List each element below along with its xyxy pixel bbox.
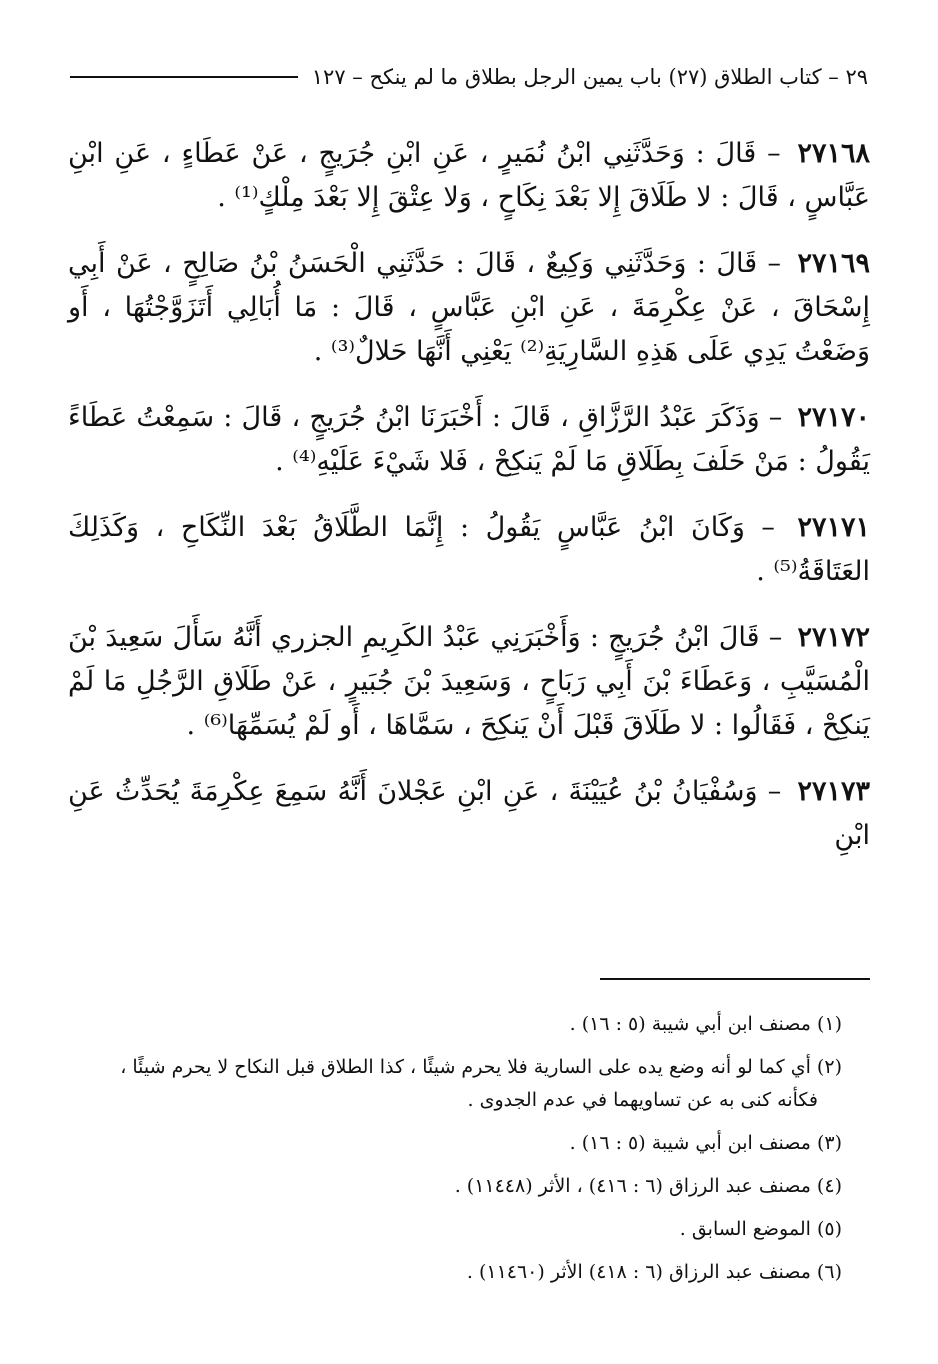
footnotes bbox=[90, 1008, 842, 1299]
hadith-number: ٢٧١٦٨ bbox=[797, 138, 870, 169]
hadith-number: ٢٧١٧٠ bbox=[797, 402, 870, 433]
footnote-3: (٣) مصنف ابن أبي شيبة (٥ : ١٦) . bbox=[569, 1132, 842, 1154]
footnote-2: (٢) أي كما لو أنه وضع يده على السارية فلا يحرم شيئًا ، كذا الطلاق قبل النكاح لا يحرم شيئًا ، bbox=[120, 1056, 842, 1078]
header-text: ٢٩ – كتاب الطلاق (٢٧) باب يمين الرجل بطلاق ما لم ينكح – ١٢٧ bbox=[311, 65, 868, 89]
hadith-number: ٢٧١٦٩ bbox=[797, 248, 870, 279]
hadith-paragraph bbox=[68, 770, 870, 858]
main-text bbox=[68, 132, 870, 858]
hadith-text: – وَكَانَ ابْنُ عَبَّاسٍ يَقُولُ : إِنَّمَا الطَّلَاقُ بَعْدَ النِّكَاحِ ، وَكَذَلِكَ العَتَاقَةُ⁽⁵⁾ . bbox=[68, 512, 870, 587]
hadith-paragraph bbox=[68, 132, 870, 220]
hadith-number: ٢٧١٧١ bbox=[797, 512, 870, 543]
footnote-6: (٦) مصنف عبد الرزاق (٦ : ٤١٨) الأثر (١١٤٦٠) . bbox=[466, 1261, 842, 1283]
hadith-paragraph bbox=[68, 616, 870, 748]
footnote-2-continued: فكأنه كنى به عن تساويهما في عدم الجدوى . bbox=[467, 1089, 818, 1111]
hadith-text: – قَالَ ابْنُ جُرَيجٍ : وَأَخْبَرَنِي عَبْدُ الكَرِيمِ الجزري أَنَّهُ سَأَلَ سَعِيدَ بْنَ الْمُسَيَّبِ ، وَعَطَاءَ بْنَ أَبِي رَبَاحٍ ، وَسَعِيدَ بْنَ جُبَيرٍ ، عَنْ طَلَاقِ الرَّجُلِ مَا لَمْ يَنكِحْ ، فَقَالُوا : لا طَلَاقَ قَبْلَ أَنْ يَنكِحَ ، سَمَّاهَا ، أَو لَمْ يُسَمِّهَا⁽⁶⁾ . bbox=[68, 622, 870, 741]
hadith-text: – قَالَ : وَحَدَّثَنِي ابْنُ نُمَيرٍ ، عَنِ ابْنِ جُرَيجٍ ، عَنْ عَطَاءٍ ، عَنِ ابْنِ عَبَّاسٍ ، قَالَ : لا طَلَاقَ إِلا بَعْدَ نِكَاحٍ ، وَلا عِتْقَ إِلا بَعْدَ مِلْكٍ⁽¹⁾ . bbox=[68, 138, 870, 213]
hadith-paragraph bbox=[68, 506, 870, 594]
hadith-paragraph bbox=[68, 242, 870, 374]
footnote-4: (٤) مصنف عبد الرزاق (٦ : ٤١٦) ، الأثر (١١٤٤٨) . bbox=[454, 1175, 842, 1197]
hadith-text: – وَسُفْيَانُ بْنُ عُيَيْنَةَ ، عَنِ ابْنِ عَجْلانَ أَنَّهُ سَمِعَ عِكْرِمَةَ يُحَدِّثُ عَنِ ابْنِ bbox=[68, 776, 870, 851]
footnote-5: (٥) الموضع السابق . bbox=[679, 1218, 842, 1240]
hadith-paragraph bbox=[68, 396, 870, 484]
hadith-number: ٢٧١٧٣ bbox=[797, 776, 870, 807]
hadith-text: – وَذَكَرَ عَبْدُ الرَّزَّاقِ ، قَالَ : أَخْبَرَنَا ابْنُ جُرَيجٍ ، قَالَ : سَمِعْتُ عَطَاءً يَقُولُ : مَنْ حَلَفَ بِطَلَاقِ مَا لَمْ يَنكِحْ ، فَلا شَيْءَ عَلَيْهِ⁽⁴⁾ . bbox=[68, 402, 870, 477]
hadith-number: ٢٧١٧٢ bbox=[797, 622, 871, 653]
hadith-text: – قَالَ : وَحَدَّثَنِي وَكِيعٌ ، قَالَ : حَدَّثَنِي الْحَسَنُ بْنُ صَالِحٍ ، عَنْ أَبِي إِسْحَاقَ ، عَنْ عِكْرِمَةَ ، عَنِ ابْنِ عَبَّاسٍ ، قَالَ : مَا أُبَالِي أَتَزَوَّجْتُهَا ، أَو وَضَعْتُ يَدِي عَلَى هَذِهِ السَّارِيَةِ⁽²⁾ يَعْنِي أَنَّهَا حَلالٌ⁽³⁾ . bbox=[68, 248, 870, 367]
footnote-separator bbox=[600, 978, 870, 980]
footnote-1: (١) مصنف ابن أبي شيبة (٥ : ١٦) . bbox=[569, 1013, 842, 1035]
header-rule bbox=[70, 76, 298, 78]
running-header bbox=[70, 60, 868, 94]
